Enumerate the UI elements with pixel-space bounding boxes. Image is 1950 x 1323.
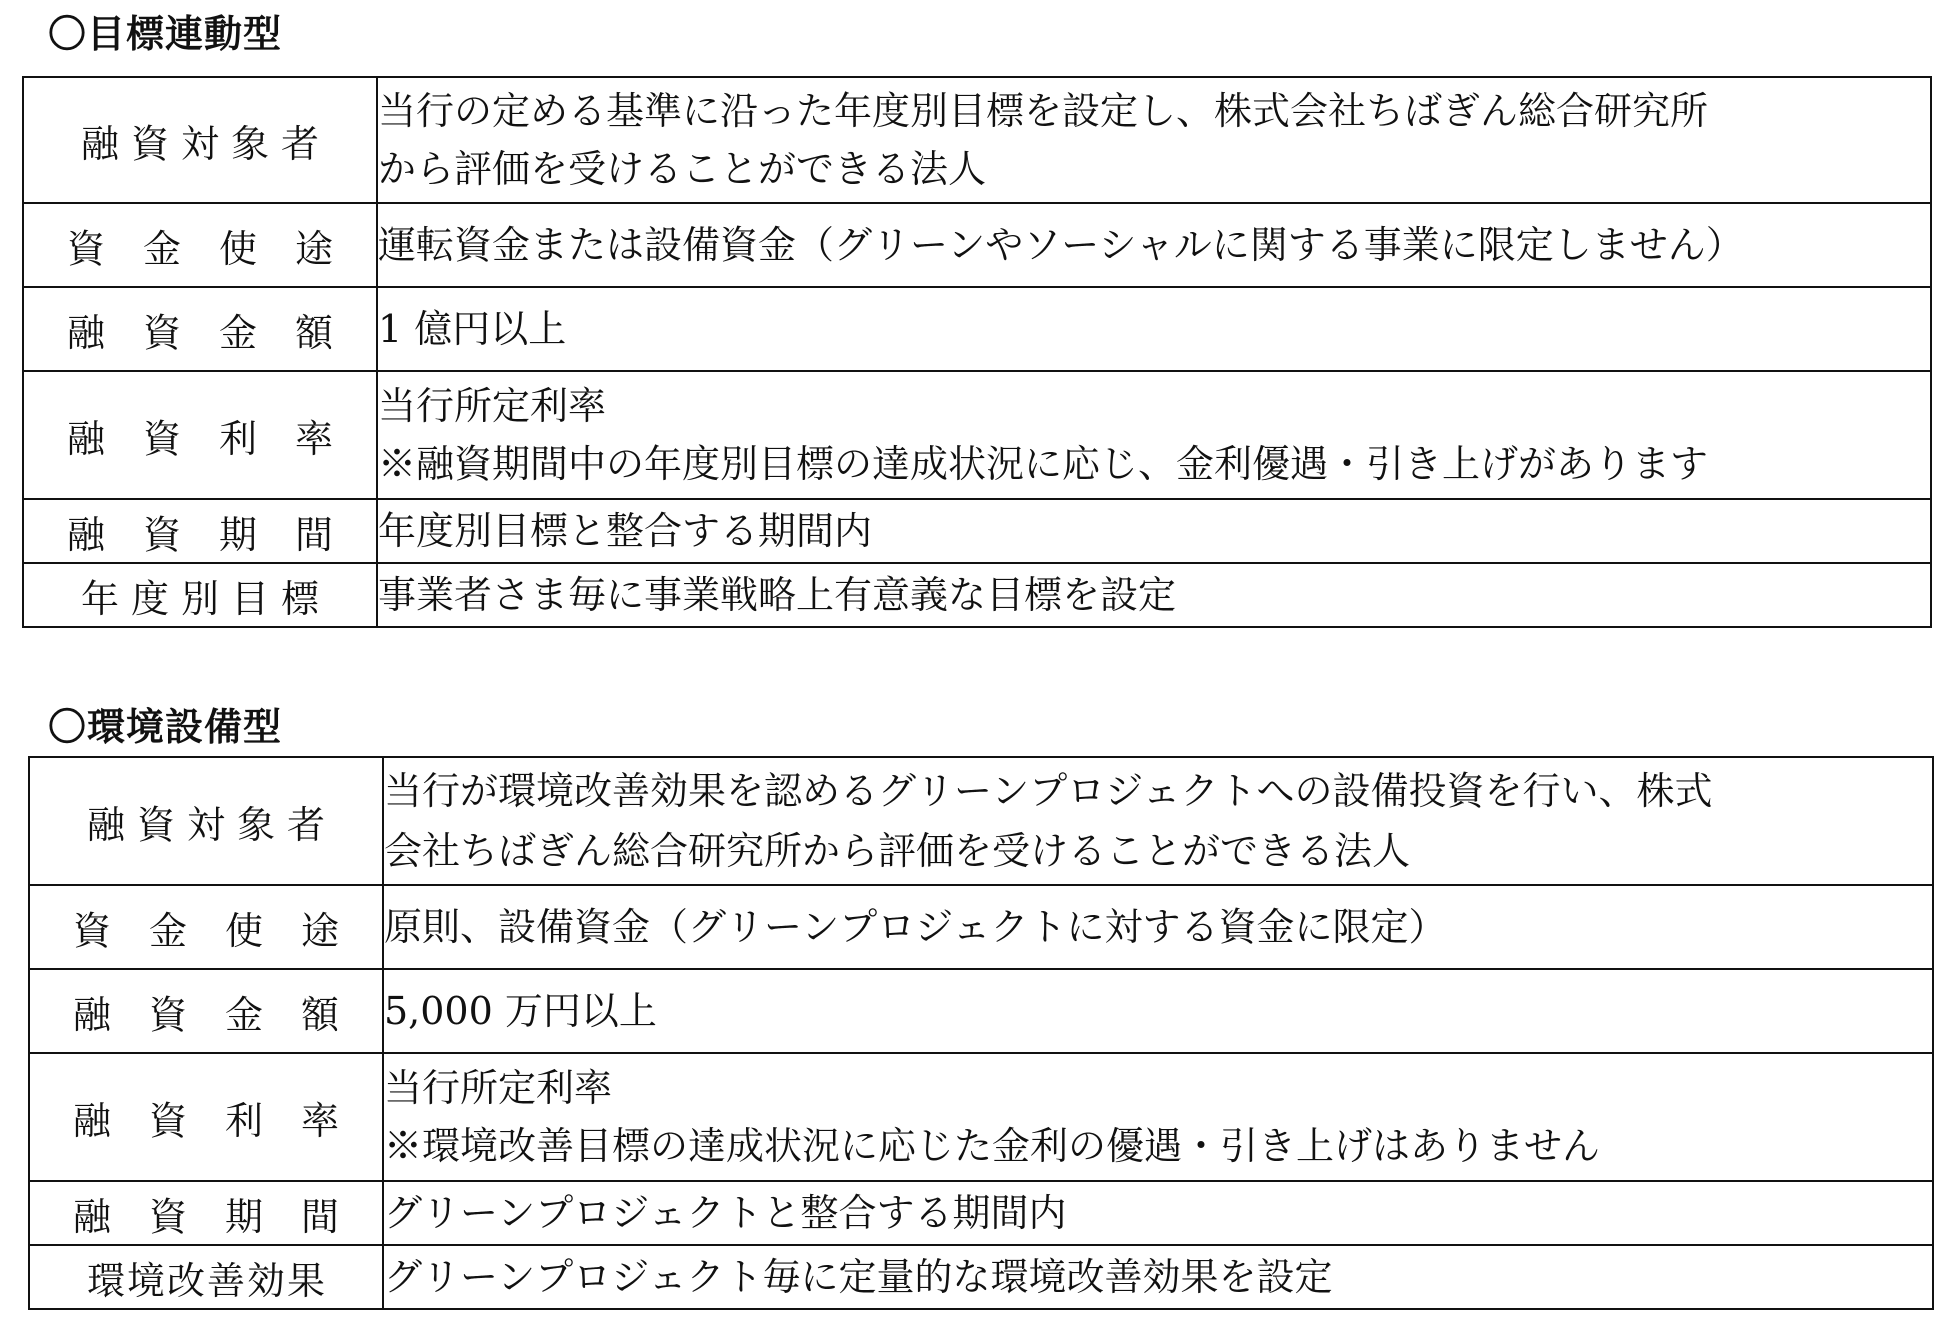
row-label-text: 資金使途	[72, 908, 377, 953]
row-label-text: 融資金額	[72, 992, 377, 1037]
row-label	[29, 1245, 383, 1309]
row-value	[377, 203, 1931, 287]
row-value	[383, 1245, 1933, 1309]
row-value	[383, 969, 1933, 1053]
target-linked-table	[22, 76, 1932, 628]
row-label-text: 融資期間	[72, 1194, 377, 1239]
value-line: 運転資金または設備資金（グリーンやソーシャルに関する事業に限定しません）	[378, 223, 1744, 267]
row-label-text: 融資利率	[66, 416, 371, 461]
table-row	[29, 1181, 1933, 1245]
row-label-text: 融資金額	[66, 310, 371, 355]
row-label	[23, 499, 377, 563]
value-line: 当行の定める基準に沿った年度別目標を設定し、株式会社ちばぎん総合研究所	[378, 89, 1709, 133]
row-label-text: 融資利率	[72, 1098, 377, 1143]
table-row	[29, 757, 1933, 885]
row-label	[29, 1181, 383, 1245]
table-row	[29, 1245, 1933, 1309]
value-line: 1 億円以上	[378, 307, 567, 351]
row-label	[29, 969, 383, 1053]
row-label	[23, 77, 377, 203]
row-label-text: 融資対象者	[86, 802, 337, 847]
row-value	[377, 371, 1931, 499]
table-row	[29, 885, 1933, 969]
row-label	[23, 287, 377, 371]
value-line: 年度別目標と整合する期間内	[378, 509, 873, 553]
value-line: 事業者さま毎に事業戦略上有意義な目標を設定	[378, 573, 1177, 617]
row-value	[383, 1053, 1933, 1181]
section-title-environmental-equipment: 〇環境設備型	[48, 705, 283, 749]
row-label-text: 資金使途	[66, 226, 371, 271]
environmental-equipment-table	[28, 756, 1934, 1310]
value-line: 5,000 万円以上	[384, 989, 657, 1033]
value-line: 当行所定利率	[384, 1066, 613, 1110]
row-label-text: 環境改善効果	[86, 1258, 327, 1303]
row-value	[377, 287, 1931, 371]
table-row	[23, 287, 1931, 371]
value-line: 当行所定利率	[378, 384, 607, 428]
row-value	[383, 885, 1933, 969]
value-line: ※融資期間中の年度別目標の達成状況に応じ、金利優遇・引き上げがあります	[378, 442, 1709, 486]
value-line: 当行が環境改善効果を認めるグリーンプロジェクトへの設備投資を行い、株式	[384, 769, 1713, 813]
table-row	[23, 499, 1931, 563]
value-line: ※環境改善目標の達成状況に応じた金利の優遇・引き上げはありません	[384, 1124, 1601, 1168]
row-label	[23, 563, 377, 627]
value-line: グリーンプロジェクトと整合する期間内	[384, 1191, 1067, 1235]
row-value	[377, 499, 1931, 563]
table-row	[23, 77, 1931, 203]
table-row	[29, 969, 1933, 1053]
table-row	[23, 563, 1931, 627]
row-value	[377, 77, 1931, 203]
section-title-target-linked: 〇目標連動型	[48, 12, 283, 56]
value-line: グリーンプロジェクト毎に定量的な環境改善効果を設定	[384, 1255, 1333, 1299]
row-label-text: 融資期間	[66, 512, 371, 557]
row-value	[383, 1181, 1933, 1245]
value-line: 会社ちばぎん総合研究所から評価を受けることができる法人	[384, 829, 1411, 873]
row-label	[29, 1053, 383, 1181]
table-row	[23, 371, 1931, 499]
value-line: から評価を受けることができる法人	[378, 147, 987, 191]
row-label-text: 融資対象者	[80, 121, 331, 166]
row-label	[29, 757, 383, 885]
row-label	[23, 203, 377, 287]
row-value	[383, 757, 1933, 885]
row-value	[377, 563, 1931, 627]
row-label	[23, 371, 377, 499]
row-label	[29, 885, 383, 969]
value-line: 原則、設備資金（グリーンプロジェクトに対する資金に限定）	[384, 905, 1447, 949]
row-label-text: 年度別目標	[80, 576, 331, 621]
table-row	[23, 203, 1931, 287]
table-row	[29, 1053, 1933, 1181]
